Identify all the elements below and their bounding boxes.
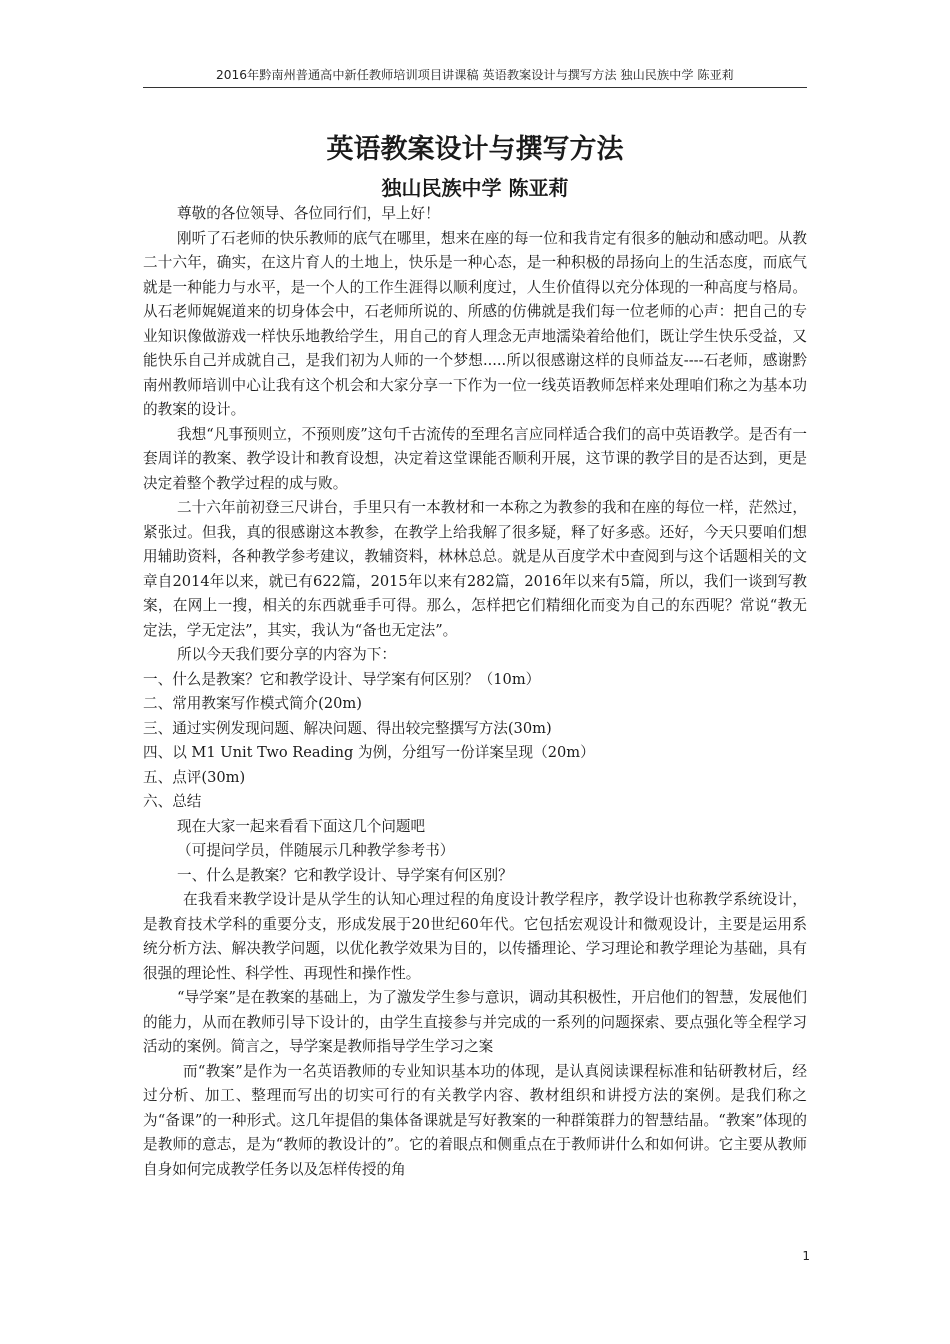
paragraph-questions: 现在大家一起来看看下面这几个问题吧 [177,817,426,835]
paragraph-note: （可提问学员，伴随展示几种教学参考书） [177,842,455,859]
document-subtitle: 独山民族中学 陈亚莉 [381,176,569,200]
document-body [143,202,807,1182]
running-header: 2016年黔南州普通高中新任教师培训项目讲课稿 英语教案设计与撰写方法 独山民族中学 陈亚莉 [216,68,734,82]
document-title: 英语教案设计与撰写方法 [326,134,624,165]
greeting: 尊敬的各位领导、各位同行们，早上好！ [177,205,440,222]
outline-item: 一、什么是教案？它和教学设计、导学案有何区别？（10m） [143,670,541,688]
paragraph-intro: 刚听了石老师的快乐教师的底气在哪里，想来在座的每一位和我肯定有很多的触动和感动吧。从教二十六年，确实，在这片育人的土地上，快乐是一种心态，是一种积极的昂扬向上的生活态度，而底气就是一种能力与水平，是一个人的工作生涯得以顺利度过，人生价值得以充分体现的一种高度与格局。从石老师娓娓道来的切身体会中，石老师所说的、所感的仿佛就是我们每一位老师的心声：把自己的专业知识像做游戏一样快乐地教给学生，用自己的育人理念无声地濡染着给他们，既让学生快乐受益，又能快乐自己并成就自己，是我们初为人师的一个梦想.....所以很感谢这样的良师益友----石老师，感谢黔南州教师培训中心让我有这个机会和大家分享一下作为一位一线英语教师怎样来处理咱们称之为基本功的教案的设计。 [143,229,807,418]
paragraph-teaching-design: 在我看来教学设计是从学生的认知心理过程的角度设计教学程序，教学设计也称教学系统设计，是教育技术学科的重要分支，形成发展于20世纪60年代。它包括宏观设计和微观设计，主要是运用系统分析方法、解决教学问题，以优化教学效果为目的，以传播理论、学习理论和教学理论为基础，具有很强的理论性、科学性、再现性和操作性。 [143,891,807,982]
outline-item: 三、通过实例发现问题、解决问题、得出较完整撰写方法(30m) [143,719,552,737]
paragraph-motto: 我想“凡事预则立，不预则废”这句千古流传的至理名言应同样适合我们的高中英语教学。是否有一套周详的教案、教学设计和教育设想，决定着这堂课能否顺利开展，这节课的教学目的是否达到，更是决定着整个教学过程的成与败。 [143,425,807,492]
page-number: 1 [802,1249,810,1263]
header-rule [143,87,807,88]
section-heading: 一、什么是教案？它和教学设计、导学案有何区别？ [177,866,513,884]
paragraph-lesson-plan: 而“教案”是作为一名英语教师的专业知识基本功的体现，是认真阅读课程标准和钻研教材后，经过分析、加工、整理而写出的切实可行的有关教学内容、教材组织和讲授方法的案例。是我们称之为“备课”的一种形式。这几年提倡的集体备课就是写好教案的一种群策群力的智慧结晶。“教案”体现的是教师的意志，是为“教师的教设计的”。它的着眼点和侧重点在于教师讲什么和如何讲。它主要从教师自身如何完成教学任务以及怎样传授的角 [143,1062,807,1178]
paragraph-guided-plan: “导学案”是在教案的基础上，为了激发学生参与意识，调动其积极性，开启他们的智慧，发展他们的能力，从而在教师引导下设计的，由学生直接参与并完成的一系列的问题探索、要点强化等全程学习活动的案例。简言之，导学案是教师指导学生学习之案 [143,989,807,1055]
paragraph-history: 二十六年前初登三尺讲台，手里只有一本教材和一本称之为教参的我和在座的每位一样，茫然过，紧张过。但我，真的很感谢这本教参，在教学上给我解了很多疑，释了好多惑。还好，今天只要咱们想用辅助资料，各种教学参考建议，教辅资料，林林总总。就是从百度学术中查阅到与这个话题相关的文章自2014年以来，就已有622篇，2015年以来有282篇，2016年以来有5篇，所以，我们一谈到写教案，在网上一搜，相关的东西就垂手可得。那么，怎样把它们精细化而变为自己的东西呢？常说“教无定法，学无定法”，其实，我认为“备也无定法”。 [143,499,807,639]
outline-item: 五、点评(30m) [143,768,246,786]
paragraph-agenda-intro: 所以今天我们要分享的内容为下： [177,646,396,663]
outline-item: 六、总结 [143,793,202,810]
outline-item: 四、以 M1 Unit Two Reading 为例，分组写一份详案呈现（20m） [143,744,595,761]
outline-item: 二、常用教案写作模式简介(20m) [143,695,362,712]
